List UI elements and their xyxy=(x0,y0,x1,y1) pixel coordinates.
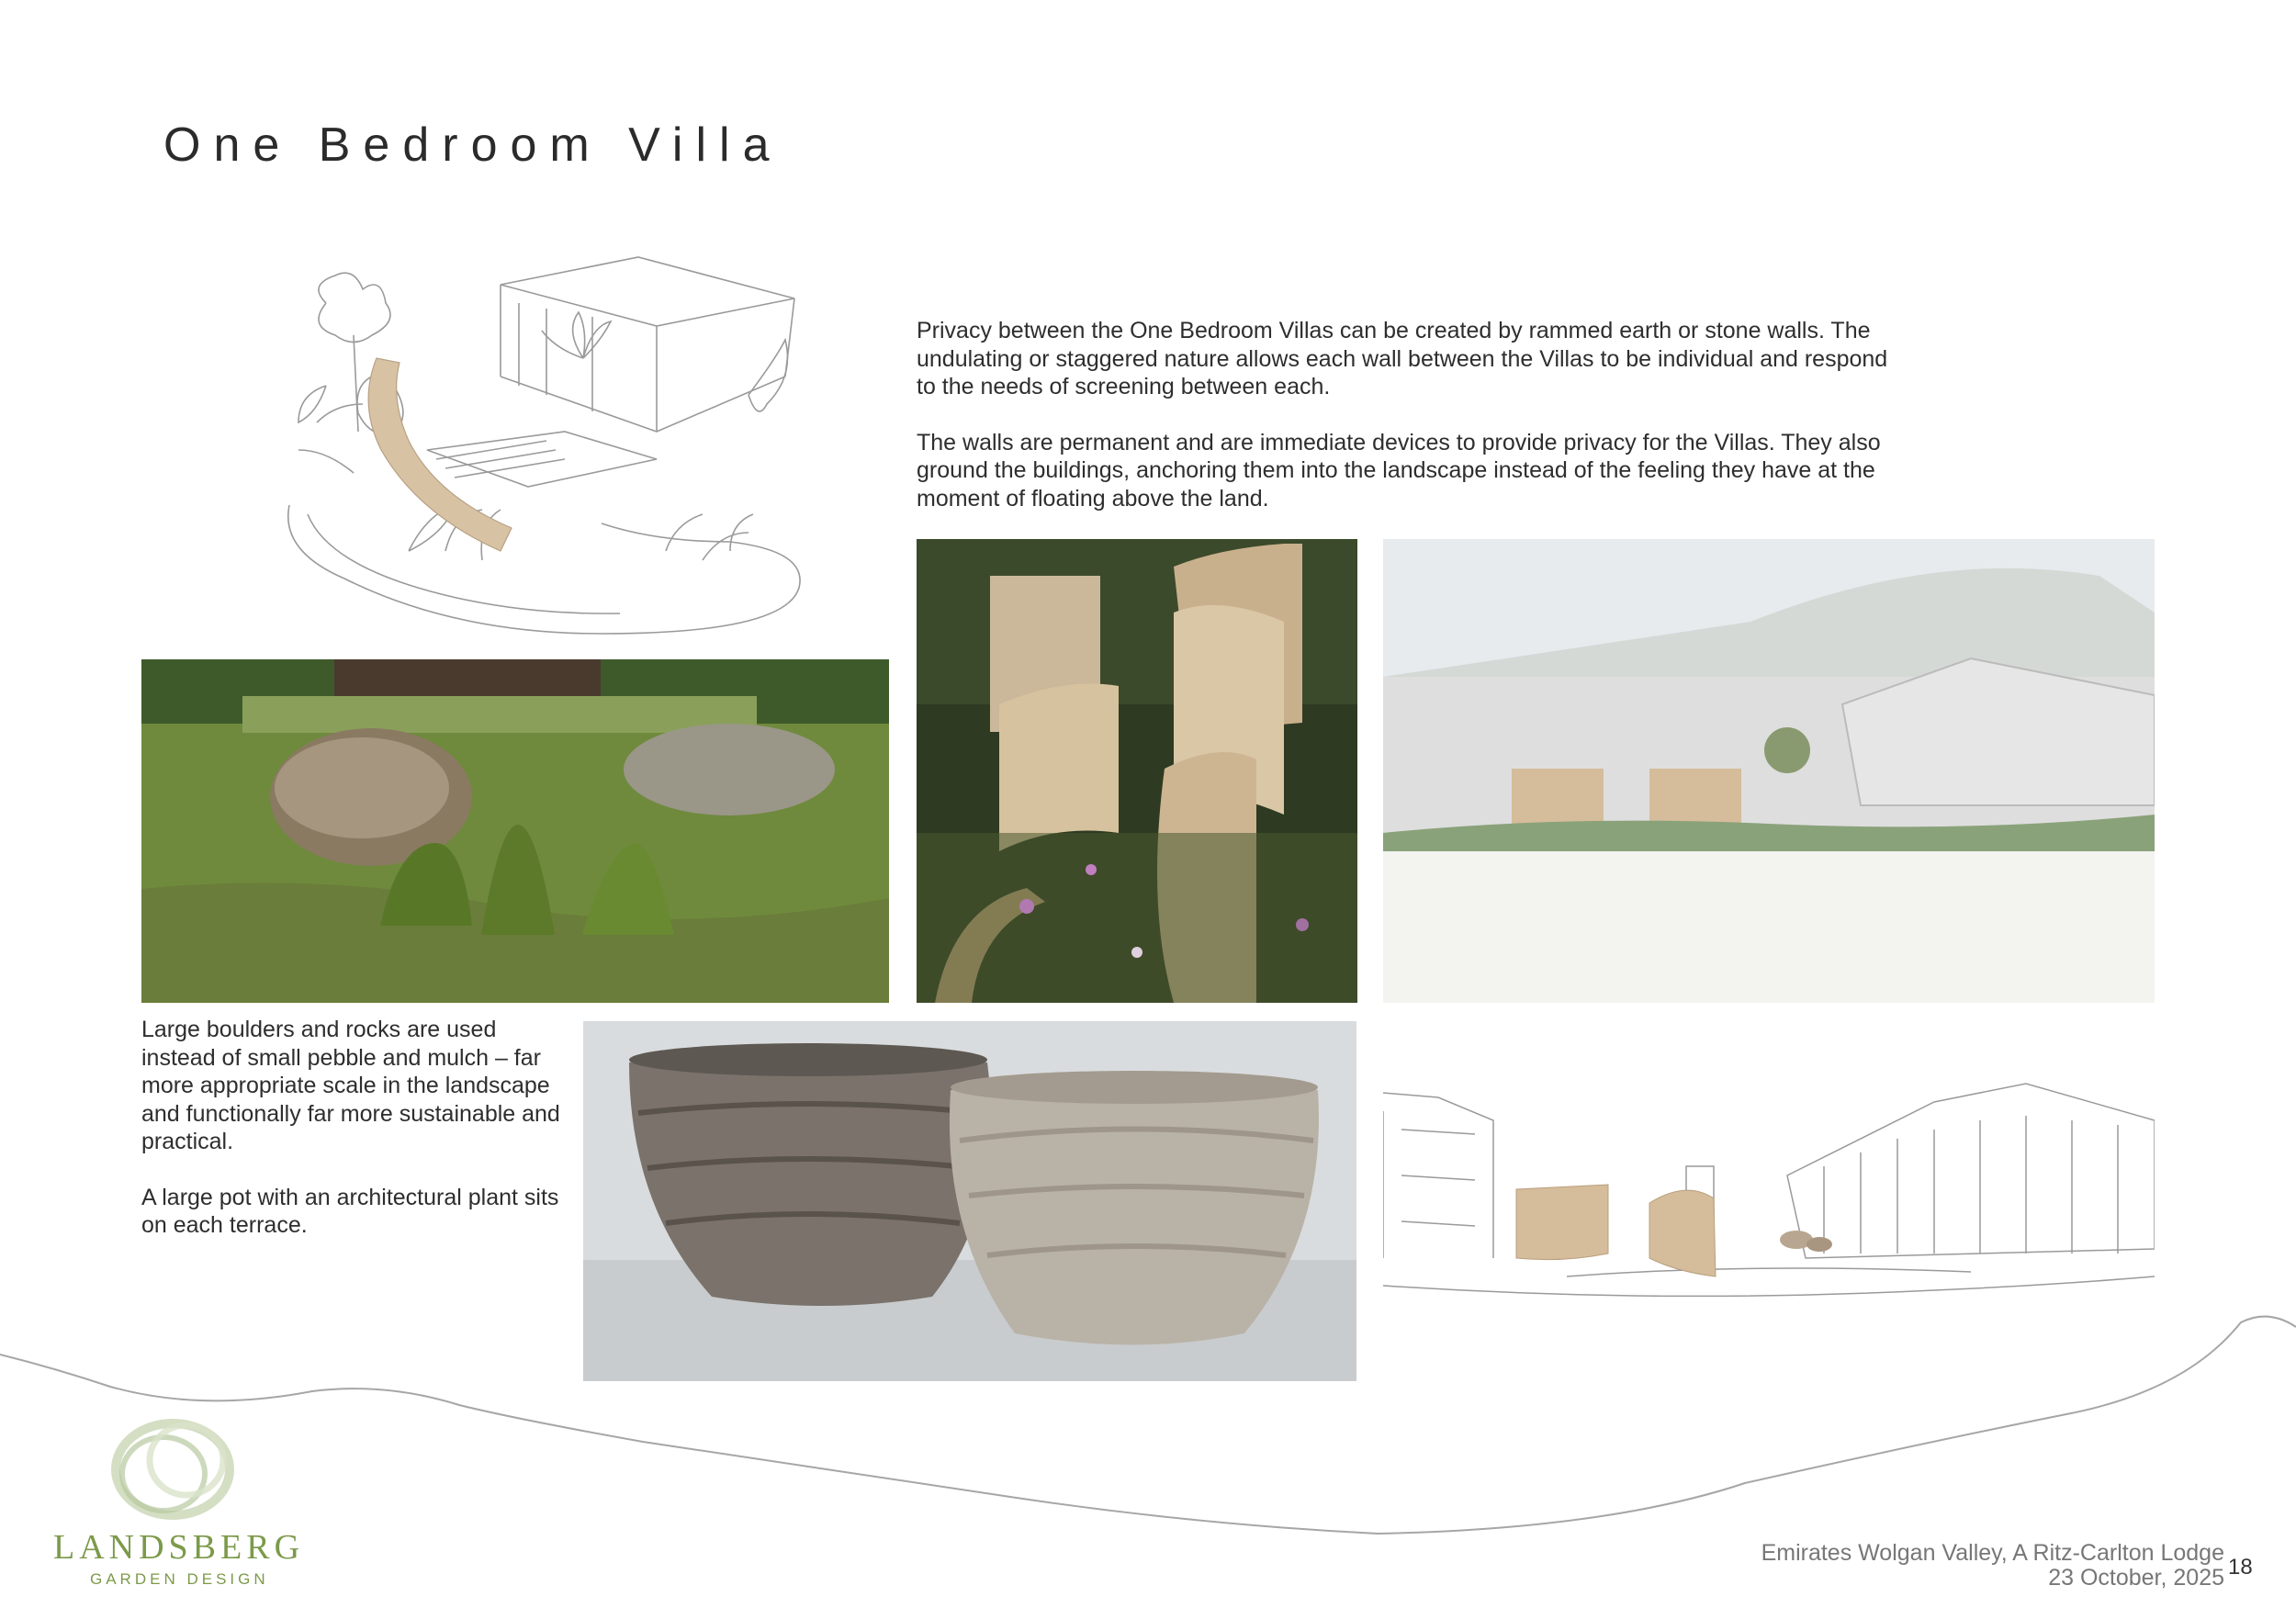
description-top-para-2: The walls are permanent and are immediate devices to provide privacy for the Villas. They also ground the buildings, anchoring them into the landscape instead of the feeling they have at the moment of floating above the land. xyxy=(917,429,1881,512)
footer-project xyxy=(1761,1541,2224,1591)
page-title: One Bedroom Villa xyxy=(163,118,782,172)
footer-project-name: Emirates Wolgan Valley, A Ritz-Carlton Lodge xyxy=(1761,1540,2224,1566)
landsberg-logo-emblem xyxy=(99,1405,246,1534)
description-left-para-2: A large pot with an architectural plant sits on each terrace. xyxy=(141,1184,559,1238)
villa-sketch xyxy=(271,248,804,652)
description-left xyxy=(141,1016,564,1267)
description-left-para-1: Large boulders and rocks are used instead of small pebble and mulch – far more appropriate scale in the landscape and functionally far more sustainable and practical. xyxy=(141,1017,560,1154)
description-top xyxy=(917,317,1890,540)
villa-line-sketch xyxy=(1383,1065,2155,1304)
logo-wordmark: LANDSBERG xyxy=(53,1528,305,1567)
page-number: 18 xyxy=(2228,1555,2253,1580)
villa-render-image xyxy=(1383,539,2155,1003)
logo-tagline: GARDEN DESIGN xyxy=(90,1570,269,1588)
footer-date: 23 October, 2025 xyxy=(2048,1565,2224,1591)
boulders-photo xyxy=(141,659,889,1003)
landscape-divider-line xyxy=(0,1304,2296,1543)
rammed-earth-walls-photo xyxy=(917,539,1357,1003)
description-top-para-1: Privacy between the One Bedroom Villas can be created by rammed earth or stone walls. The undulating or staggered nature allows each wall between the Villas to be individual and respond to the needs of screening between each. xyxy=(917,318,1888,399)
